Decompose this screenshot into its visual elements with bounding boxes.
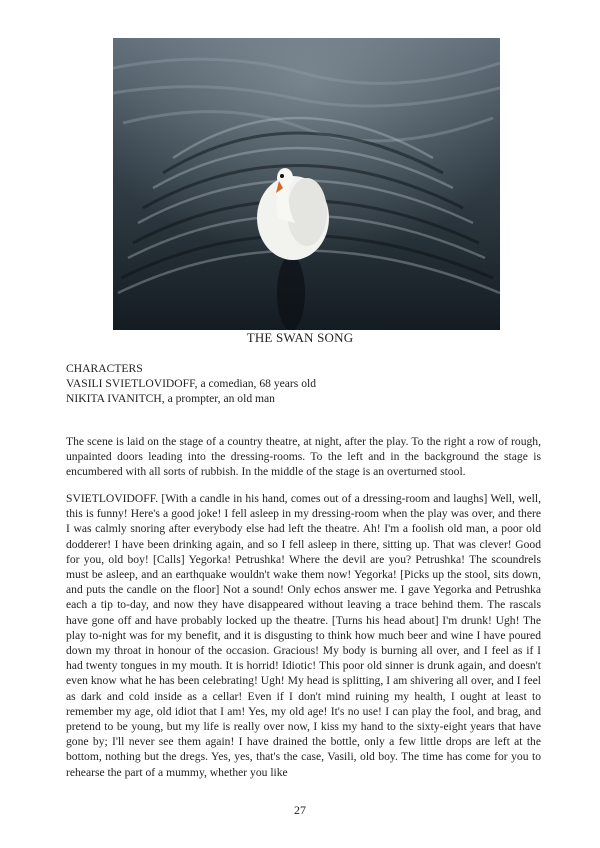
characters-section — [66, 361, 541, 407]
page-number: 27 — [294, 803, 306, 817]
play-title: THE SWAN SONG — [246, 330, 354, 345]
swan-illustration — [113, 38, 500, 330]
character-entry: NIKITA IVANITCH, a prompter, an old man — [66, 392, 275, 406]
scene-description: The scene is laid on the stage of a country theatre, at night, after the play. To the right a row of rough, unpainted doors leading into the dressing-rooms. To the left and in the background the stage is encumbered with all sorts of rubbish. In the middle of the stage is an overturned stool. — [66, 435, 541, 479]
characters-heading: CHARACTERS — [66, 362, 143, 375]
swan-photo — [113, 38, 500, 330]
speech-paragraph: SVIETLOVIDOFF. [With a candle in his hand, comes out of a dressing-room and laughs] Well, well, this is funny! Here's a good joke! I fell asleep in my dressing-room when the play was over, and there I was calmly snoring after everybody else had left the theatre. Ah! I'm a foolish old man, a poor old dodderer! I have been drinking again, and so I fell asleep in there, sitting up. That was clever! Good for you, old boy! [Calls] Yegorka! Petrushka! Where the devil are you? Petrushka! The scoundrels must be asleep, and an earthquake wouldn't wake them now! Yegorka! [Picks up the stool, sits down, and puts the candle on the floor] Not a sound! Only echos answer me. I gave Yegorka and Petrushka each a tip to-day, and now they have disappeared without leaving a trace behind them. The rascals have gone off and have probably locked up the theatre. [Turns his head about] I'm drunk! Ugh! The play to-night was for my benefit, and it is disgusting to think how much beer and wine I have poured down my throat in honour of the occasion. Gracious! My body is burning all over, and I feel as if I had twenty tongues in my mouth. It is horrid! Idiotic! This poor old sinner is drunk again, and doesn't even know what he has been celebrating! Ugh! My head is splitting, I am shivering all over, and I feel as dark and cold inside as a cellar! Even if I don't mind ruining my health, I ought at least to remember my age, old idiot that I am! Yes, my old age! It's no use! I can play the fool, and brag, and pretend to be young, but my life is really over now, I kiss my hand to the sixty-eight years that have gone by; I'll never see them again! I have drained the bottle, only a few little drops are left at the bottom, nothing but the dregs. Yes, yes, that's the case, Vasili, old boy. The time has come for you to rehearse the part of a mummy, whether you like — [66, 492, 541, 779]
character-entry: VASILI SVIETLOVIDOFF, a comedian, 68 years old — [66, 377, 317, 391]
